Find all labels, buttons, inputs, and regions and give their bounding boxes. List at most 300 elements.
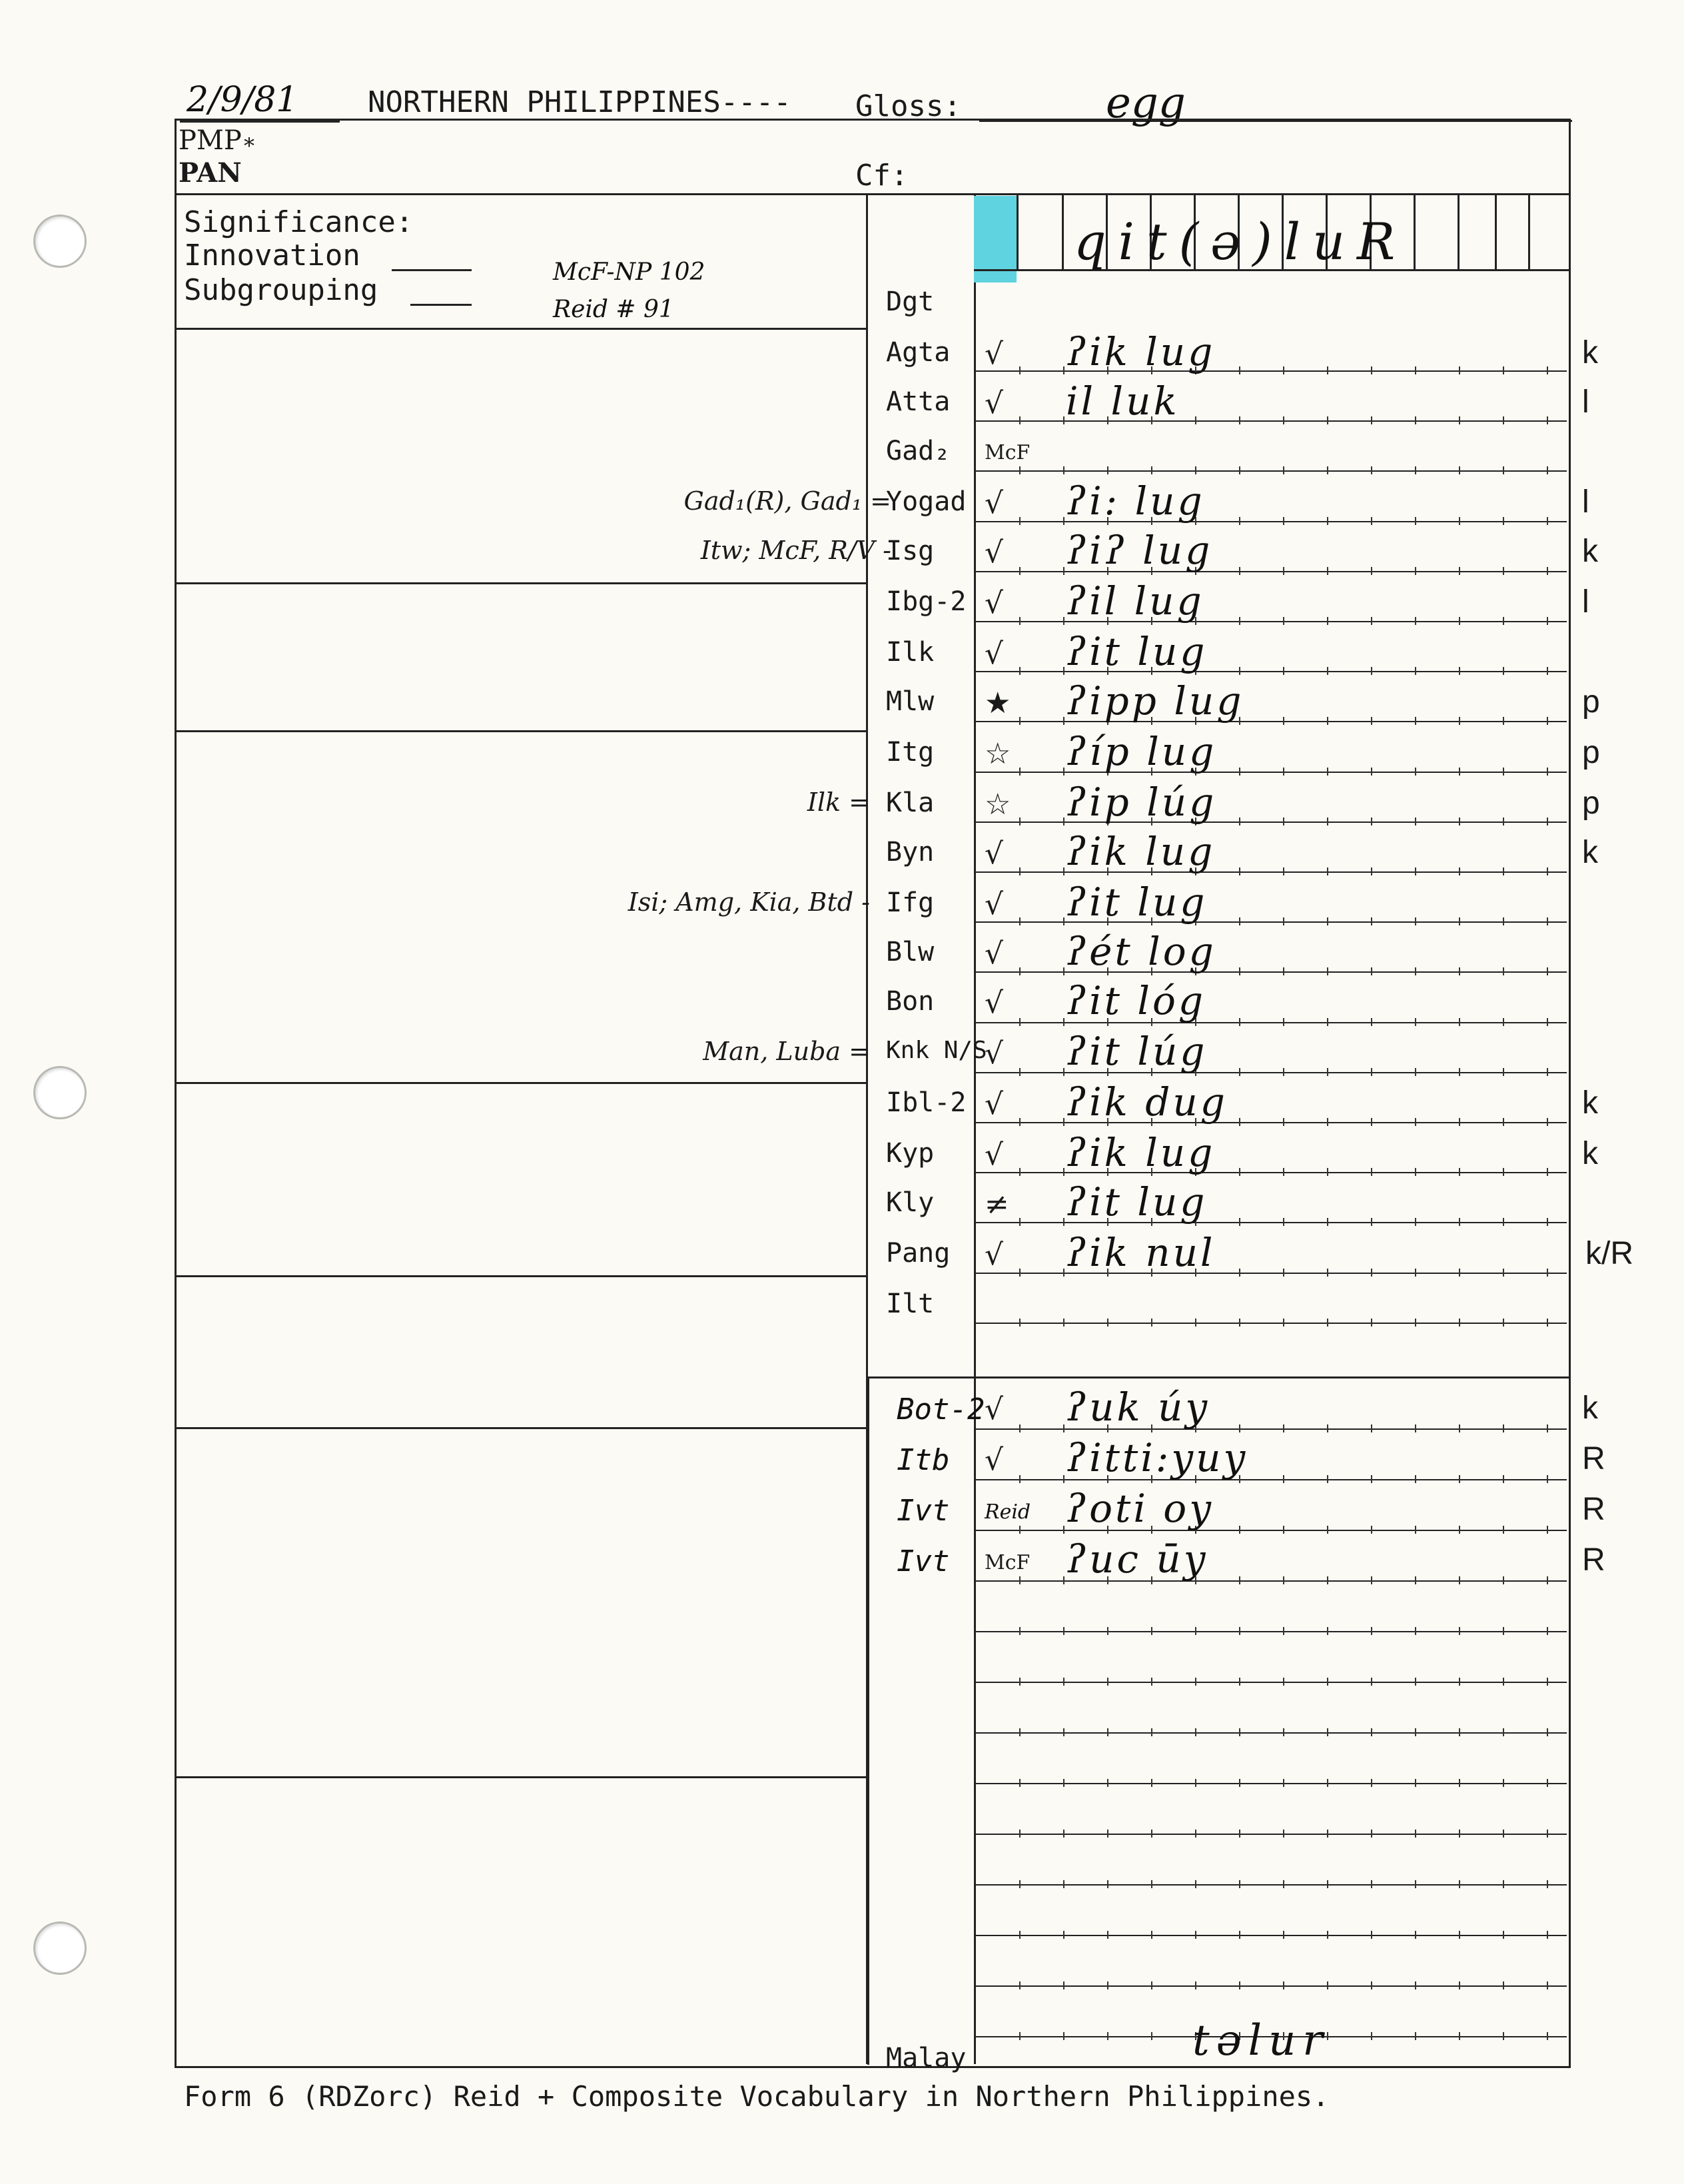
- ruled-line-tick: [1239, 667, 1240, 675]
- ruled-line-tick: [1547, 818, 1548, 825]
- ruled-line-tick: [1151, 466, 1152, 474]
- reflex-form: ʔit lúg: [1066, 1029, 1208, 1074]
- status-mark: ★: [985, 686, 1011, 720]
- ruled-line-tick: [1107, 1319, 1108, 1327]
- status-mark: √: [985, 986, 1004, 1020]
- ruled-line-tick: [1019, 967, 1021, 975]
- innovation-blank: [392, 269, 472, 271]
- ruled-line-tick: [1415, 917, 1416, 925]
- left-divider-5: [175, 1275, 867, 1277]
- ruled-line-tick: [1239, 967, 1240, 975]
- status-mark: √: [985, 586, 1004, 620]
- ruled-line-tick: [1283, 617, 1284, 625]
- ruled-line-tick: [1547, 967, 1548, 975]
- status-mark: √: [985, 1138, 1004, 1172]
- ruled-line-tick: [1327, 567, 1328, 575]
- ruled-line-tick: [1063, 617, 1064, 625]
- language-code: Ibg-2: [886, 586, 967, 617]
- ruled-line-tick: [1019, 1319, 1021, 1327]
- ruled-line-tick: [1151, 1319, 1152, 1327]
- row-note: Gad₁(R), Gad₁ =: [683, 486, 891, 516]
- ruled-line-tick: [1371, 617, 1372, 625]
- ruled-line-tick: [1371, 1269, 1372, 1277]
- correspondence-code: p: [1582, 684, 1600, 720]
- ruled-line-tick: [1239, 1068, 1240, 1076]
- language-code: Mlw: [886, 686, 935, 717]
- language-code: Knk N/S: [886, 1037, 987, 1064]
- ruled-line-tick: [1327, 617, 1328, 625]
- language-code: Dgt: [886, 286, 935, 317]
- ruled-line-tick: [1239, 466, 1240, 474]
- ruled-line-tick: [1283, 867, 1284, 875]
- ruled-line-tick: [1547, 1018, 1548, 1026]
- row-note: Man, Luba =: [703, 1037, 870, 1066]
- binder-hole-bottom: [33, 1921, 87, 1975]
- left-divider-7: [175, 1776, 867, 1778]
- ruled-line-tick: [1415, 416, 1416, 424]
- ruled-line-tick: [1239, 1168, 1240, 1176]
- ruled-line-tick: [1239, 1269, 1240, 1277]
- ruled-line-tick: [1019, 617, 1021, 625]
- ruled-line-tick: [1283, 917, 1284, 925]
- language-code: Ivt: [897, 1544, 950, 1578]
- ruled-line-tick: [1063, 867, 1064, 875]
- reflex-form: ʔitti:yuy: [1066, 1435, 1248, 1480]
- ruled-line-tick: [1459, 1168, 1460, 1176]
- ruled-line-tick: [1239, 768, 1240, 776]
- correspondence-code: p: [1582, 786, 1600, 821]
- cell-divider: [1062, 195, 1064, 269]
- ruled-line-tick: [1415, 768, 1416, 776]
- cf-label: Cf:: [855, 159, 909, 193]
- row-note: Ilk =: [807, 788, 870, 817]
- date: 2/9/81: [187, 80, 298, 120]
- ruled-line-tick: [1283, 1118, 1284, 1126]
- ruled-line-tick: [1239, 1018, 1240, 1026]
- ruled-line-tick: [1239, 517, 1240, 525]
- ruled-line-tick: [1327, 1269, 1328, 1277]
- ruled-line-tick: [1415, 517, 1416, 525]
- ruled-line-tick: [1063, 1269, 1064, 1277]
- reflex-form: ʔil lug: [1066, 578, 1204, 624]
- ruled-line-tick: [1415, 1068, 1416, 1076]
- ruled-line-tick: [1327, 1068, 1328, 1076]
- ruled-line-tick: [1063, 466, 1064, 474]
- language-code: Gad₂: [886, 436, 951, 466]
- ruled-line-tick: [1459, 466, 1460, 474]
- ruled-line-tick: [1019, 768, 1021, 776]
- ruled-line-tick: [1239, 1118, 1240, 1126]
- ruled-line-tick: [1459, 1018, 1460, 1026]
- ruled-line-tick: [1019, 466, 1021, 474]
- cell-divider: [1495, 195, 1497, 269]
- correspondence-code: k/R: [1585, 1236, 1633, 1271]
- correspondence-code: l: [1582, 584, 1589, 620]
- reflex-form: ʔit lug: [1066, 879, 1208, 925]
- ruled-line-tick: [1327, 416, 1328, 424]
- status-mark: ≠: [985, 1187, 1009, 1221]
- ruled-line-tick: [1415, 1319, 1416, 1327]
- ruled-line-tick: [1239, 617, 1240, 625]
- status-mark: √: [985, 637, 1004, 671]
- ruled-line-tick: [1459, 1068, 1460, 1076]
- ruled-line-tick: [1195, 466, 1196, 474]
- ruled-line-tick: [1327, 1168, 1328, 1176]
- ruled-line-tick: [1459, 1118, 1460, 1126]
- language-code: Ifg: [886, 887, 935, 918]
- language-code: Pang: [886, 1238, 951, 1269]
- language-code: Kyp: [886, 1138, 935, 1169]
- status-mark: √: [985, 937, 1004, 971]
- correspondence-code: l: [1582, 484, 1589, 520]
- ruled-line-tick: [1239, 867, 1240, 875]
- malay-form: təlur: [1192, 2016, 1330, 2065]
- ruled-line-tick: [1547, 1118, 1548, 1126]
- ruled-line-tick: [1063, 1068, 1064, 1076]
- ruled-line-tick: [1019, 567, 1021, 575]
- ruled-line-tick: [1195, 416, 1196, 424]
- status-mark: √: [985, 1443, 1004, 1477]
- correspondence-code: k: [1582, 1085, 1598, 1121]
- ruled-line-tick: [1283, 567, 1284, 575]
- row-note: Itw; McF, R/V -: [700, 536, 891, 565]
- ruled-line-tick: [1459, 967, 1460, 975]
- ruled-line-tick: [1019, 1018, 1021, 1026]
- ruled-line-tick: [1283, 416, 1284, 424]
- language-code: Agta: [886, 337, 951, 368]
- ruled-line-tick: [1503, 1218, 1504, 1226]
- pmp-label: PMP: [179, 125, 242, 156]
- ruled-line-tick: [1327, 517, 1328, 525]
- ruled-line-tick: [1547, 1319, 1548, 1327]
- status-mark: √: [985, 1238, 1004, 1272]
- ruled-line-tick: [1063, 1218, 1064, 1226]
- ruled-line-tick: [1239, 1218, 1240, 1226]
- ruled-line-tick: [1327, 366, 1328, 374]
- ruled-line-tick: [1327, 1319, 1328, 1327]
- ruled-line-tick: [1547, 867, 1548, 875]
- ruled-line-tick: [1283, 1168, 1284, 1176]
- ruled-line-tick: [1019, 867, 1021, 875]
- page-title: NORTHERN PHILIPPINES----: [368, 85, 791, 119]
- reconstruction-form: qit(ə)luR: [1074, 212, 1408, 271]
- ruled-line-tick: [1503, 366, 1504, 374]
- reflex-form: ʔik dug: [1066, 1079, 1228, 1125]
- ruled-line-tick: [1459, 667, 1460, 675]
- ruled-line-tick: [1371, 567, 1372, 575]
- binder-hole-top: [33, 215, 87, 268]
- ruled-line-tick: [1415, 466, 1416, 474]
- ruled-line-tick: [1283, 1018, 1284, 1026]
- ruled-line-tick: [1371, 667, 1372, 675]
- ruled-line-tick: [1063, 768, 1064, 776]
- ruled-line-tick: [1547, 1168, 1548, 1176]
- ruled-line-tick: [1371, 366, 1372, 374]
- ruled-line-tick: [1239, 917, 1240, 925]
- ruled-line-tick: [1239, 416, 1240, 424]
- ruled-line-tick: [1415, 717, 1416, 725]
- ruled-line-tick: [1063, 1319, 1064, 1327]
- ruled-line-tick: [1503, 466, 1504, 474]
- subgrouping-blank: [410, 304, 472, 306]
- ruled-line-tick: [1283, 517, 1284, 525]
- ruled-line-tick: [1503, 917, 1504, 925]
- reference-mcf: McF-NP 102: [553, 259, 705, 286]
- left-divider-4: [175, 1082, 867, 1084]
- ruled-line-tick: [1459, 366, 1460, 374]
- ruled-line-tick: [1547, 1269, 1548, 1277]
- ruled-line-tick: [1415, 617, 1416, 625]
- ruled-line-tick: [1239, 1319, 1240, 1327]
- ruled-line-tick: [1371, 466, 1372, 474]
- reflex-form: ʔuc ūy: [1066, 1536, 1208, 1582]
- correspondence-code: R: [1582, 1441, 1605, 1476]
- ruled-line-tick: [1371, 1068, 1372, 1076]
- ruled-line-tick: [1283, 717, 1284, 725]
- ruled-line-tick: [1547, 768, 1548, 776]
- language-code: Ilt: [886, 1289, 935, 1319]
- malay-label: Malay: [886, 2043, 967, 2073]
- status-mark: √: [985, 486, 1004, 520]
- ruled-line-tick: [1459, 416, 1460, 424]
- cell-divider: [1528, 195, 1530, 269]
- significance-title: Significance:: [184, 205, 414, 239]
- left-divider-2: [175, 582, 867, 584]
- status-mark: √: [985, 536, 1004, 570]
- cell-divider: [1458, 195, 1460, 269]
- reflex-form: ʔét log: [1066, 929, 1216, 974]
- language-code: Atta: [886, 386, 951, 417]
- language-code: Ivt: [897, 1494, 950, 1528]
- left-divider-3: [175, 730, 867, 732]
- language-code: Ilk: [886, 637, 935, 668]
- reflex-form: ʔit lóg: [1066, 978, 1206, 1023]
- reflex-form: ʔiʔ lug: [1066, 528, 1213, 573]
- ruled-line-tick: [1459, 1218, 1460, 1226]
- ruled-line-tick: [1503, 717, 1504, 725]
- ruled-line-tick: [1503, 617, 1504, 625]
- ruled-line-tick: [1327, 717, 1328, 725]
- ruled-line-tick: [1327, 867, 1328, 875]
- left-divider-1: [175, 328, 867, 330]
- correspondence-code: k: [1582, 335, 1598, 370]
- ruled-line-tick: [1019, 1118, 1021, 1126]
- ruled-line-tick: [1019, 517, 1021, 525]
- ruled-line-tick: [1415, 1269, 1416, 1277]
- ruled-line-tick: [1063, 717, 1064, 725]
- ruled-line-tick: [1371, 1118, 1372, 1126]
- correspondence-code: k: [1582, 534, 1598, 569]
- ruled-line-tick: [1547, 617, 1548, 625]
- ruled-line-tick: [1239, 366, 1240, 374]
- ruled-line-tick: [1019, 1168, 1021, 1176]
- ruled-line-tick: [1371, 967, 1372, 975]
- ruled-line-tick: [1547, 567, 1548, 575]
- ruled-line-tick: [1415, 1218, 1416, 1226]
- ruled-line-tick: [1063, 1168, 1064, 1176]
- ruled-line-tick: [1459, 818, 1460, 825]
- header-divider: [175, 193, 1569, 195]
- ruled-line-tick: [1019, 416, 1021, 424]
- ruled-line-tick: [1283, 967, 1284, 975]
- correspondence-code: p: [1582, 735, 1600, 770]
- ruled-line-tick: [1459, 867, 1460, 875]
- language-code: Itg: [886, 737, 935, 768]
- ruled-line-tick: [1415, 667, 1416, 675]
- ruled-line-tick: [1459, 1319, 1460, 1327]
- cell-divider: [1017, 195, 1019, 269]
- ruled-line-tick: [1019, 1218, 1021, 1226]
- ruled-line-tick: [1327, 967, 1328, 975]
- ruled-line-tick: [1063, 567, 1064, 575]
- ruled-line-tick: [1415, 567, 1416, 575]
- ruled-line-tick: [1459, 617, 1460, 625]
- ruled-line-tick: [1019, 917, 1021, 925]
- ruled-line-tick: [1063, 1018, 1064, 1026]
- ruled-line-tick: [1063, 967, 1064, 975]
- language-code: Itb: [897, 1443, 950, 1477]
- ruled-line-tick: [1063, 517, 1064, 525]
- ruled-line-tick: [1371, 867, 1372, 875]
- correspondence-code: R: [1582, 1492, 1605, 1527]
- ruled-line-tick: [1547, 667, 1548, 675]
- status-mark: √: [985, 837, 1004, 871]
- ruled-line-tick: [1503, 667, 1504, 675]
- ruled-line-tick: [1063, 366, 1064, 374]
- ruled-line-tick: [1503, 416, 1504, 424]
- ruled-line-tick: [1415, 967, 1416, 975]
- ruled-line-tick: [1283, 1218, 1284, 1226]
- ruled-line-tick: [1503, 1018, 1504, 1026]
- ruled-line-tick: [1327, 1118, 1328, 1126]
- ruled-line-tick: [1503, 1068, 1504, 1076]
- status-mark: McF: [985, 1551, 1031, 1574]
- ruled-line-tick: [1415, 818, 1416, 825]
- pmp-star: *: [244, 133, 254, 159]
- ruled-line-tick: [1195, 1319, 1196, 1327]
- reflex-form: ʔit lug: [1066, 1179, 1208, 1225]
- ruled-line-tick: [1503, 567, 1504, 575]
- ruled-line-tick: [1503, 1168, 1504, 1176]
- ruled-line-tick: [1063, 917, 1064, 925]
- status-mark: McF: [985, 441, 1031, 464]
- ruled-line-tick: [1019, 1269, 1021, 1277]
- reflex-form: ʔik nul: [1066, 1230, 1216, 1275]
- reflex-form: ʔoti oy: [1066, 1486, 1214, 1531]
- reflex-form: ʔip lúg: [1066, 780, 1217, 825]
- ruled-line-tick: [1371, 1168, 1372, 1176]
- ruled-line-tick: [1327, 667, 1328, 675]
- ruled-line-tick: [1547, 917, 1548, 925]
- ruled-line-tick: [1503, 818, 1504, 825]
- innovation-label: Innovation: [184, 239, 360, 273]
- ruled-line-tick: [1019, 818, 1021, 825]
- ruled-line-tick: [1239, 567, 1240, 575]
- ruled-line-tick: [1415, 867, 1416, 875]
- left-divider-6: [175, 1427, 867, 1429]
- ruled-line-tick: [1063, 416, 1064, 424]
- ruled-line-tick: [1547, 717, 1548, 725]
- ruled-line-tick: [1415, 366, 1416, 374]
- ruled-line-tick: [1327, 1018, 1328, 1026]
- ruled-line-tick: [1503, 768, 1504, 776]
- status-mark: Reid: [985, 1500, 1031, 1524]
- language-code: Yogad: [886, 486, 967, 517]
- ruled-line-tick: [1283, 1319, 1284, 1327]
- row-note: Isi; Amg, Kia, Btd -: [628, 887, 870, 917]
- ruled-line-tick: [1503, 1118, 1504, 1126]
- ruled-line-tick: [1503, 1269, 1504, 1277]
- ruled-line-tick: [1415, 1168, 1416, 1176]
- ruled-line-tick: [1459, 917, 1460, 925]
- ruled-line-tick: [1283, 768, 1284, 776]
- ruled-line-tick: [1503, 1319, 1504, 1327]
- gloss-value: egg: [1106, 79, 1186, 128]
- ruled-line-tick: [1019, 1068, 1021, 1076]
- reflex-form: ʔik lug: [1066, 829, 1216, 874]
- ruled-line-tick: [1239, 818, 1240, 825]
- ruled-line-tick: [1371, 1018, 1372, 1026]
- ruled-line-tick: [1327, 917, 1328, 925]
- ruled-line-tick: [1283, 466, 1284, 474]
- status-mark: √: [985, 1087, 1004, 1121]
- ruled-line-tick: [1283, 366, 1284, 374]
- ruled-line-tick: [1019, 366, 1021, 374]
- reflex-form: ʔik lug: [1066, 1130, 1216, 1175]
- language-code: Isg: [886, 536, 935, 566]
- status-mark: ☆: [985, 788, 1011, 821]
- ruled-line-tick: [1063, 818, 1064, 825]
- ruled-line-tick: [1019, 717, 1021, 725]
- correspondence-code: l: [1582, 384, 1589, 420]
- ruled-line-tick: [1547, 366, 1548, 374]
- ruled-line-tick: [1459, 768, 1460, 776]
- status-mark: √: [985, 386, 1004, 420]
- status-mark: ☆: [985, 737, 1011, 771]
- reflex-form: ʔipp lug: [1066, 678, 1244, 724]
- ruled-line-tick: [1415, 1118, 1416, 1126]
- language-code: Byn: [886, 837, 935, 867]
- ruled-line-tick: [1503, 867, 1504, 875]
- ruled-line-tick: [1283, 1269, 1284, 1277]
- cell-divider: [1414, 195, 1416, 269]
- ruled-line-tick: [1283, 1068, 1284, 1076]
- ruled-line-tick: [1327, 818, 1328, 825]
- ruled-line-tick: [1283, 818, 1284, 825]
- ruled-line-tick: [1459, 517, 1460, 525]
- ruled-line-tick: [1459, 1269, 1460, 1277]
- ruled-line-tick: [1547, 1068, 1548, 1076]
- reflex-form: ʔi: lug: [1066, 478, 1205, 524]
- gloss-label: Gloss:: [855, 89, 961, 123]
- ruled-line-tick: [1371, 717, 1372, 725]
- ruled-line-tick: [1371, 416, 1372, 424]
- language-code: Bot-2: [897, 1392, 985, 1426]
- ruled-line-tick: [1327, 1218, 1328, 1226]
- correspondence-code: R: [1582, 1542, 1605, 1578]
- ruled-line-tick: [1063, 1118, 1064, 1126]
- ruled-line-tick: [1019, 667, 1021, 675]
- reflex-form: ʔik lug: [1066, 329, 1216, 374]
- ruled-line-tick: [1371, 768, 1372, 776]
- ruled-line-tick: [1547, 517, 1548, 525]
- ruled-line-tick: [1063, 667, 1064, 675]
- ruled-line-tick: [1415, 1018, 1416, 1026]
- correspondence-code: k: [1582, 1390, 1598, 1426]
- ruled-line-tick: [1107, 466, 1108, 474]
- language-code: Bon: [886, 986, 935, 1017]
- language-code: Blw: [886, 937, 935, 967]
